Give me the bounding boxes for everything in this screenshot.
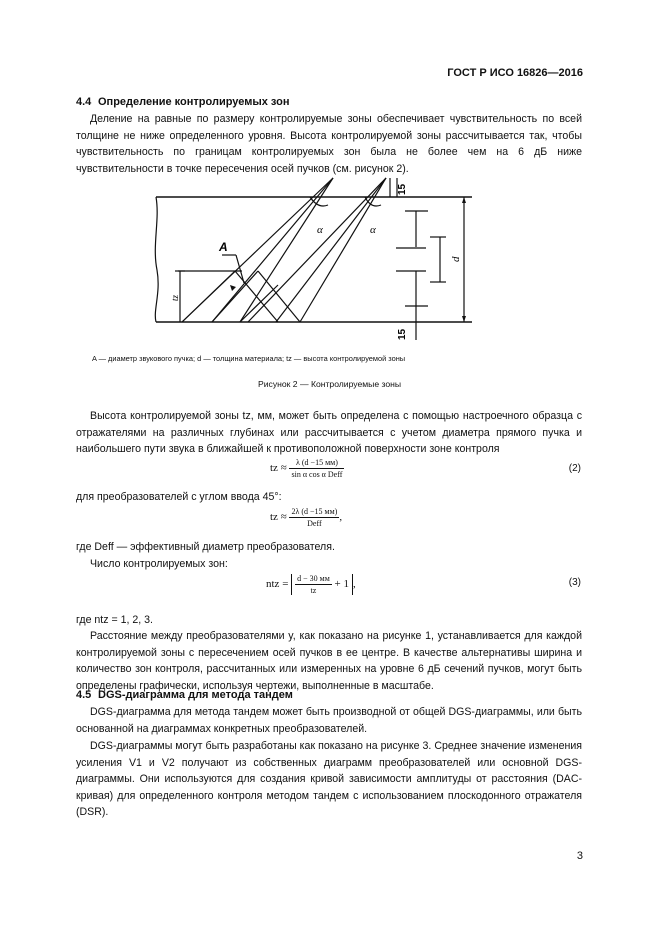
standard-header: ГОСТ Р ИСО 16826—2016	[447, 67, 583, 79]
equation-3-number: (3)	[568, 577, 581, 588]
equation-2-number: (2)	[568, 463, 581, 474]
figure-2-diagram	[150, 175, 490, 345]
reflected-beam-4	[235, 271, 278, 322]
section-4-5-heading	[76, 689, 293, 701]
eq2-denominator: sin α cos α Deff	[291, 470, 343, 479]
eq2b-tail: ,	[339, 511, 343, 524]
label-15-bottom: 15	[397, 328, 408, 340]
label-alpha-1: α	[317, 224, 323, 236]
label-d: d	[450, 256, 462, 262]
transducer-spacing-paragraph	[76, 628, 582, 694]
beam-right-2	[276, 178, 386, 322]
equation-2b	[270, 507, 342, 528]
eq2-numerator: λ (d −15 мм)	[289, 458, 344, 469]
paragraph-text: DGS-диаграммы могут быть разработаны как показано на рисунке 3. Среднее значение изменения усиления V1 и V2 получают из собственных диаграмм преобразователей или основной DGS-диаграммы. Они используются для создания кривой зависимости амплитуды от расстояния (DAC-кривая) для определенного контроля методом тандем с использованием плоскодонного отражателя (DSR).	[76, 740, 582, 819]
section-4-4-paragraph	[76, 111, 582, 177]
label-A: A	[219, 240, 228, 254]
paragraph-text: Деление на равные по размеру контролируемые зоны обеспечивает чувствительность по всей толщине не ниже определенного уровня. Высота контролируемой зоны рассчитывается так, чтобы чувствительность по границам контролируемых зон была не более чем на 6 дБ ниже чувствительности в точке пересечения осей пучков (см. рисунок 2).	[76, 113, 582, 175]
section-title: Определение контролируемых зон	[98, 96, 290, 108]
eq2-lhs: tz ≈	[270, 462, 287, 475]
beam-diameter-marker	[230, 285, 236, 291]
eq3-denominator: tz	[310, 586, 317, 595]
eq3-numerator: d − 30 мм	[297, 574, 330, 583]
eq3-tail: ,	[353, 578, 356, 591]
beam-left-1	[212, 178, 333, 322]
equation-3	[266, 574, 356, 595]
equation-2	[270, 458, 344, 479]
section-title: DGS-диаграмма для метода тандем	[98, 689, 293, 701]
reflected-beam-3	[240, 285, 278, 322]
reflected-beam-5	[258, 271, 300, 322]
label-15-top: 15	[397, 183, 408, 195]
zone-height-paragraph	[76, 408, 582, 458]
eq2b-lhs: tz ≈	[270, 511, 287, 524]
zone-count-label: Число контролируемых зон:	[90, 558, 228, 570]
label-alpha-2: α	[370, 224, 376, 236]
deff-definition: где Deff — эффективный диаметр преобразователя.	[76, 541, 335, 553]
paragraph-text: Высота контролируемой зоны tz, мм, может быть определена с помощью настроечного образца с отражателями на различных глубинах или рассчитывается с учетом диаметра прямого пучка и наибольшего пути звука в ближайшей к противоположной поверхности зоне контроля	[76, 410, 582, 456]
angle-45-text: для преобразователей с углом ввода 45°:	[76, 491, 282, 503]
beam-right-3	[300, 178, 386, 322]
section-number: 4.5	[76, 689, 92, 701]
reflected-beam-1	[182, 271, 235, 322]
reflected-beam-2	[212, 271, 258, 322]
eq3-plus: + 1	[334, 578, 350, 591]
section-4-4-heading	[76, 96, 290, 108]
figure-2-title: Рисунок 2 — Контролируемые зоны	[258, 379, 402, 389]
plate-break-line	[155, 197, 158, 322]
angle-arc-2	[365, 197, 381, 206]
paragraph-text: DGS-диаграмма для метода тандем может быть производной от общей DGS-диаграммы, или быть основанной на диаграммах конкретных преобразователей.	[76, 706, 582, 735]
eq2b-numerator: 2λ (d −15 мм)	[291, 507, 338, 516]
beam-left-3	[240, 178, 333, 322]
paragraph-text: Расстояние между преобразователями y, как показано на рисунке 1, устанавливается для каждой контролируемой зоны с пересечением осей пучков в ее центре. В качестве альтернативы ширина и количество зон контроля, рассчитанных или измеренных на уровне 6 дБ сечений пучков, могут быть определены графически, используя чертежи, выполненные в масштабе.	[76, 630, 582, 692]
section-4-5-paragraph-1	[76, 704, 582, 737]
page-number: 3	[576, 850, 583, 862]
eq3-lhs: ntz =	[266, 578, 289, 591]
eq2b-denominator: Deff	[307, 519, 322, 528]
ntz-values: где ntz = 1, 2, 3.	[76, 614, 154, 626]
section-4-5-paragraph-2	[76, 738, 582, 821]
beam-right-1	[248, 178, 386, 322]
section-number: 4.4	[76, 96, 92, 108]
label-tz: tz	[170, 294, 180, 301]
eq3-abs-bars	[291, 574, 353, 595]
figure-2-caption: A — диаметр звукового пучка; d — толщина материала; tz — высота контролируемой зоны	[92, 354, 406, 363]
